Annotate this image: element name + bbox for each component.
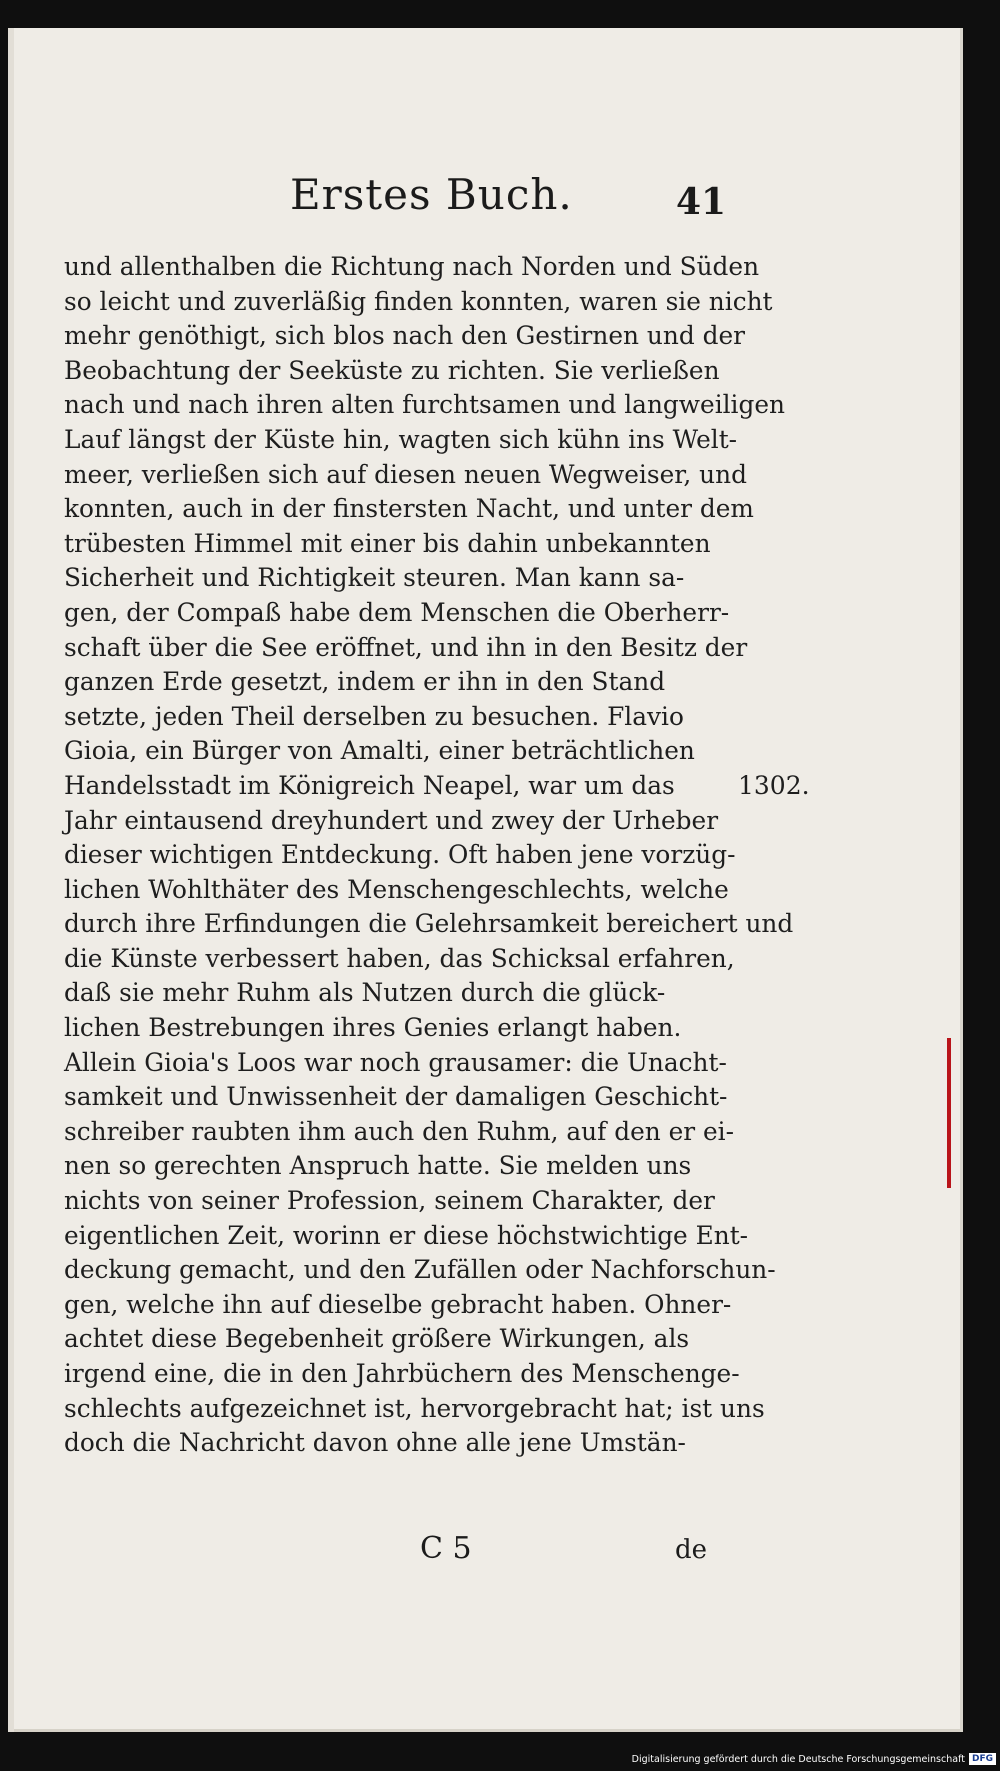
text-line: so leicht und zuverläßig finden konnten, waren sie nicht: [64, 286, 773, 316]
text-line: Sicherheit und Richtigkeit steuren. Man kann sa-: [64, 563, 685, 593]
text-line: dieser wichtigen Entdeckung. Oft haben jene vorzüg-: [64, 840, 736, 870]
signature-mark: C 5: [420, 1531, 472, 1566]
text-line: daß sie mehr Ruhm als Nutzen durch die glück-: [64, 978, 666, 1008]
text-line: nichts von seiner Profession, seinem Charakter, der: [64, 1186, 715, 1216]
text-line: gen, welche ihn auf dieselbe gebracht haben. Ohner-: [64, 1289, 732, 1319]
text-line: die Künste verbessert haben, das Schicksal erfahren,: [64, 943, 735, 973]
text-line: Beobachtung der Seeküste zu richten. Sie verließen: [64, 355, 720, 385]
text-line: lichen Bestrebungen ihres Genies erlangt haben.: [64, 1013, 682, 1043]
text-line: mehr genöthigt, sich blos nach den Gestirnen und der: [64, 321, 745, 351]
text-line: schreiber raubten ihm auch den Ruhm, auf den er ei-: [64, 1116, 734, 1146]
text-line: doch die Nachricht davon ohne alle jene Umstän-: [64, 1428, 686, 1458]
catchword: de: [675, 1535, 708, 1565]
text-line: Allein Gioia's Loos war noch grausamer: die Unacht-: [64, 1047, 727, 1077]
text-line: nach und nach ihren alten furchtsamen und langweiligen: [64, 390, 786, 420]
digitization-credit: [632, 1753, 996, 1765]
red-edge-mark: [947, 1038, 951, 1188]
dfg-logo: DFG: [969, 1753, 996, 1765]
text-line: Handelsstadt im Königreich Neapel, war um das: [64, 770, 675, 800]
text-line: Jahr eintausend dreyhundert und zwey der Urheber: [64, 805, 719, 835]
text-line: schlechts aufgezeichnet ist, hervorgebracht hat; ist uns: [64, 1393, 765, 1423]
text-line: nen so gerechten Anspruch hatte. Sie melden uns: [64, 1151, 692, 1181]
text-line: irgend eine, die in den Jahrbüchern des Menschenge-: [64, 1359, 740, 1388]
text-line: gen, der Compaß habe dem Menschen die Oberherr-: [64, 597, 730, 627]
text-line: eigentlichen Zeit, worinn er diese höchstwichtige Ent-: [64, 1220, 749, 1250]
page-edge: [8, 28, 14, 1732]
text-line: und allenthalben die Richtung nach Norden und Süden: [64, 252, 760, 281]
page-number: 41: [676, 181, 727, 223]
text-line: ganzen Erde gesetzt, indem er ihn in den Stand: [64, 667, 666, 697]
text-line: trübesten Himmel mit einer bis dahin unbekannten: [64, 528, 711, 558]
text-line: schaft über die See eröffnet, und ihn in den Besitz der: [64, 632, 748, 662]
margin-note-year: 1302.: [738, 771, 810, 800]
text-line: samkeit und Unwissenheit der damaligen Geschicht-: [64, 1082, 728, 1112]
text-line: lichen Wohlthäter des Menschengeschlechts, welche: [64, 874, 729, 904]
text-line: deckung gemacht, und den Zufällen oder Nachforschun-: [64, 1255, 776, 1285]
text-line: Gioia, ein Bürger von Amalti, einer beträchtlichen: [64, 736, 695, 766]
text-line: Lauf längst der Küste hin, wagten sich kühn ins Welt-: [64, 424, 738, 454]
text-line: achtet diese Begebenheit größere Wirkungen, als: [64, 1324, 690, 1354]
text-line: konnten, auch in der finstersten Nacht, und unter dem: [64, 494, 754, 524]
text-line: durch ihre Erfindungen die Gelehrsamkeit bereichert und: [64, 909, 794, 939]
book-page: [8, 28, 963, 1732]
running-head: Erstes Buch.: [290, 170, 573, 219]
text-line: meer, verließen sich auf diesen neuen Wegweiser, und: [64, 459, 747, 489]
text-line: setzte, jeden Theil derselben zu besuchen. Flavio: [64, 701, 684, 731]
credit-text: Digitalisierung gefördert durch die Deutsche Forschungsgemeinschaft: [631, 1753, 965, 1765]
